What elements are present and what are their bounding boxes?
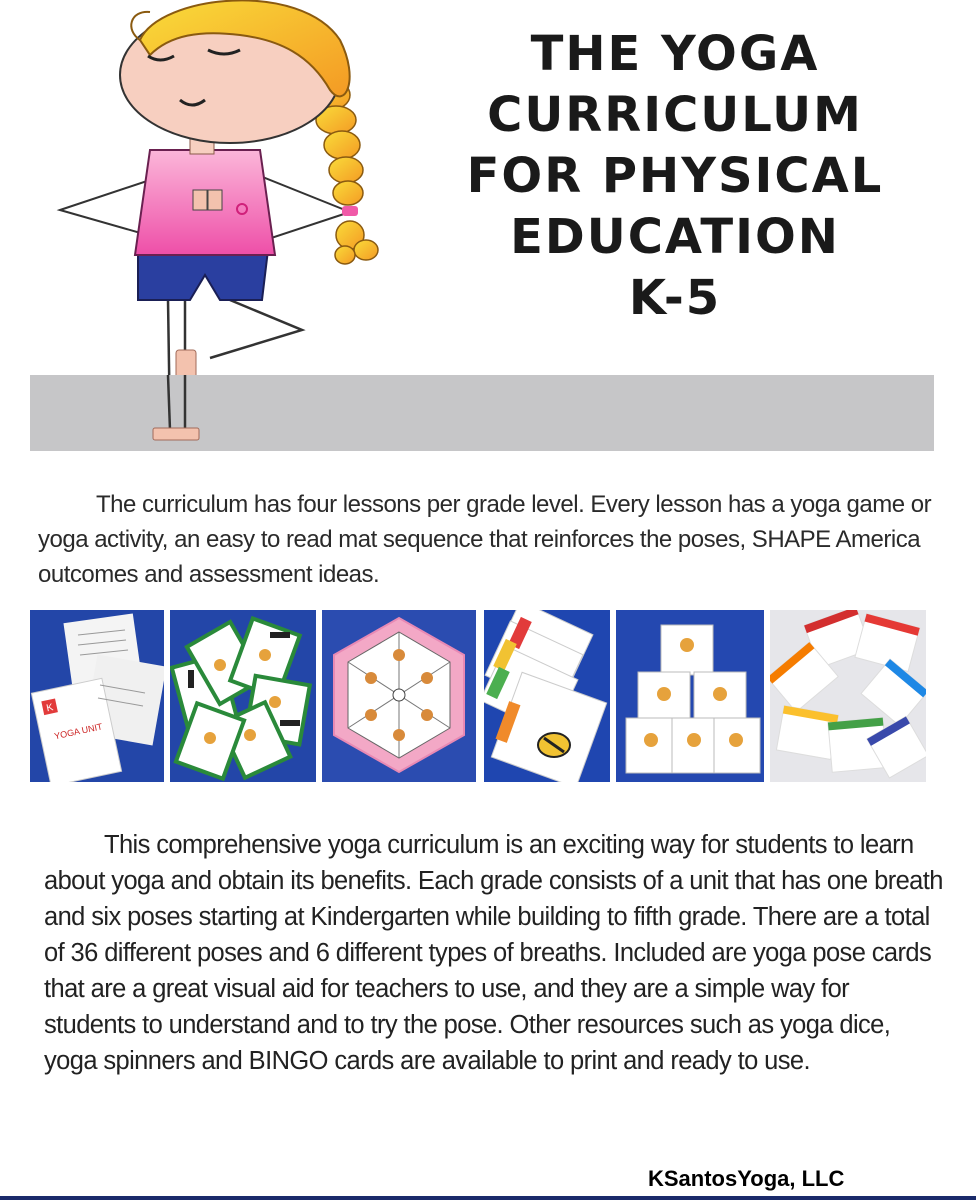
intro-text: The curriculum has four lessons per grade level. Every lesson has a yoga game or yoga activity, an easy to read mat sequence that reinforces the poses, SHAPE America outcomes and assessment ideas. <box>38 491 932 588</box>
title-line-3: FOR PHYSICAL <box>466 148 884 204</box>
standing-leg-overlay <box>40 375 240 451</box>
photo-pose-cards-green <box>170 610 316 782</box>
page-title <box>440 24 910 329</box>
title-line-1: THE YOGA <box>530 26 820 82</box>
photo-bingo-cards <box>770 610 926 782</box>
photo-breath-cards <box>484 610 610 782</box>
title-line-2: CURRICULUM <box>487 87 863 143</box>
photo-yoga-dice <box>616 610 764 782</box>
title-line-4: EDUCATION <box>510 209 840 265</box>
photo-yoga-unit-sheets <box>30 610 164 782</box>
unit-card-label: YOGA UNIT <box>53 721 104 742</box>
description-text: This comprehensive yoga curriculum is an exciting way for students to learn about yoga and obtain its benefits. Each grade consists of a unit that has one breath and six poses starting at Kindergarten while building to fifth grade. There are a total of 36 different poses and 6 different types of breaths. Included are yoga pose cards that are a great visual aid for teachers to use, and they are a simple way for students to understand and to try the pose. Other resources such as yoga dice, yoga spinners and BINGO cards are available to print and ready to use. <box>44 831 943 1075</box>
intro-paragraph <box>38 487 938 592</box>
brand-name: KSantosYoga, LLC <box>648 1166 845 1191</box>
title-line-5: K-5 <box>628 270 722 326</box>
photo-yoga-spinner <box>322 610 476 782</box>
description-paragraph <box>44 827 944 1079</box>
bottom-border <box>0 1196 976 1200</box>
unit-card-letter: K <box>45 702 55 715</box>
